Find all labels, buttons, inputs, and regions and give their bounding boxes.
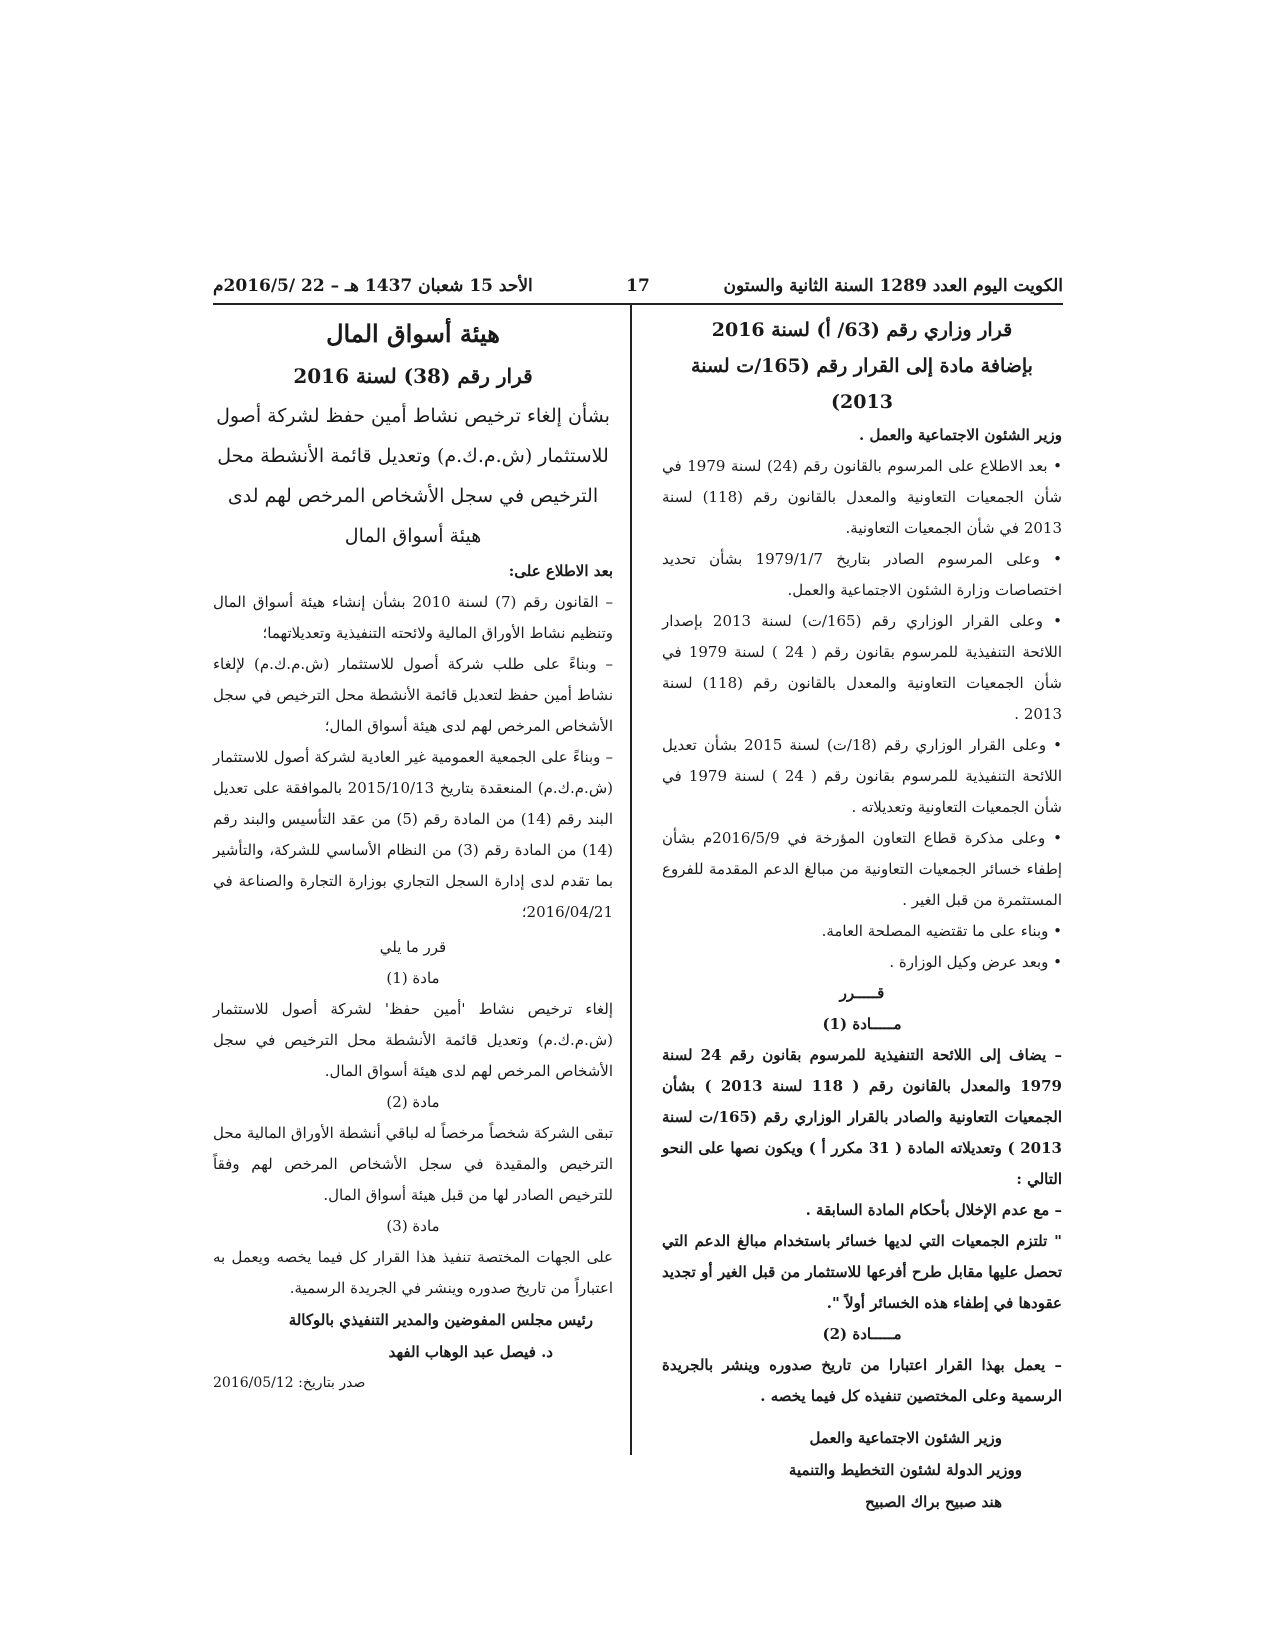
signatory-name: د. فيصل عبد الوهاب الفهد xyxy=(388,1343,553,1361)
article-1-heading: مادة (1) xyxy=(386,969,440,987)
signatory-title: رئيس مجلس المفوضين والمدير التنفيذي بالوكالة xyxy=(288,1311,593,1329)
preamble-item: • وعلى القرار الوزاري رقم (18/ت) لسنة 2015 بشأن تعديل اللائحة التنفيذية للمرسوم بقانون رقم ( 24 ) لسنة 1979 في شأن الجمعيات التعاونية وتعديلاته . xyxy=(662,736,1062,816)
preamble-item: • بعد الاطلاع على المرسوم بالقانون رقم (24) لسنة 1979 في شأن الجمعيات التعاونية والمعدل بالقانون رقم (118) لسنة 2013 في شأن الجمعيات التعاونية. xyxy=(662,457,1062,537)
recital-clause: – وبناءً على طلب شركة أصول للاستثمار (ش.م.ك.م) لإلغاء نشاط أمين حفظ لتعديل قائمة الأنشطة محل الترخيص في سجل الأشخاص المرخص لهم لدى هيئة أسواق المال؛ xyxy=(213,655,613,735)
preamble-item: • وعلى القرار الوزاري رقم (165/ت) لسنة 2013 بإصدار اللائحة التنفيذية للمرسوم بقانون رقم ( 24 ) لسنة 1979 في شأن الجمعيات التعاونية والمعدل بالقانون رقم (118) لسنة 2013 . xyxy=(662,612,1062,723)
article-1-subclause: – مع عدم الإخلال بأحكام المادة السابقة . xyxy=(805,1201,1062,1219)
article-2-text: – يعمل بهذا القرار اعتبارا من تاريخ صدوره وينشر بالجريدة الرسمية وعلى المختصين تنفيذه كل فيما يخصه . xyxy=(662,1356,1062,1405)
issue-date: صدر بتاريخ: 2016/05/12 xyxy=(213,1375,366,1391)
resolution-title: قرار رقم (38) لسنة 2016 xyxy=(293,364,533,388)
preamble-item: • وبناء على ما تقتضيه المصلحة العامة. xyxy=(821,922,1062,940)
article-2-heading: مـــــادة (2) xyxy=(822,1325,902,1343)
article-3-text: على الجهات المختصة تنفيذ هذا القرار كل فيما يخصه ويعمل به اعتباراً من تاريخ صدوره وينشر في الجريدة الرسمية. xyxy=(213,1248,613,1297)
header-rule xyxy=(213,303,1063,305)
signatory-title-2: ووزير الدولة لشئون التخطيط والتنمية xyxy=(788,1461,1022,1479)
gazette-issue: الكويت اليوم العدد 1289 السنة الثانية والستون xyxy=(723,276,1063,296)
article-3-heading: مادة (3) xyxy=(386,1217,440,1235)
decree-subtitle: بإضافة مادة إلى القرار رقم (165/ت لسنة 2013) xyxy=(691,355,1033,413)
authority-name: هيئة أسواق المال xyxy=(326,319,500,348)
decided-heading: قـــــرر xyxy=(839,984,885,1002)
article-1-heading: مـــــادة (1) xyxy=(822,1015,902,1033)
signatory-name: هند صبيح براك الصبيح xyxy=(865,1493,1002,1511)
preamble-item: • وعلى المرسوم الصادر بتاريخ 1979/1/7 بشأن تحديد اختصاصات وزارة الشئون الاجتماعية والعمل. xyxy=(662,550,1062,599)
article-1-quote: " تلتزم الجمعيات التي لديها خسائر باستخدام مبالغ الدعم التي تحصل عليها مقابل طرح أفرعها للاستثمار من قبل الغير أو تجديد عقودها في إطفاء هذه الخسائر أولاً ". xyxy=(662,1232,1062,1312)
preamble-item: • وعلى مذكرة قطاع التعاون المؤرخة في 2016/5/9م بشأن إطفاء خسائر الجمعيات التعاونية من مبالغ الدعم المقدمة للفروع المستثمرة من قبل الغير . xyxy=(662,829,1062,909)
article-2-heading: مادة (2) xyxy=(386,1093,440,1111)
page-number: 17 xyxy=(626,276,650,296)
column-divider xyxy=(630,305,632,1455)
header-date: الأحد 15 شعبان 1437 هـ – 22 /2016/5م xyxy=(213,276,533,296)
right-column xyxy=(662,312,1062,1518)
recital-clause: – وبناءً على الجمعية العمومية غير العادية لشركة أصول للاستثمار (ش.م.ك.م) المنعقدة بتاريخ 2015/10/13 بالموافقة على تعديل البند رقم (14) من المادة رقم (5) من عقد التأسيس والبند رقم (14) من المادة رقم (3) من النظام الأساسي للشركة، والتأشير بما تقدم لدى إدارة السجل التجاري بوزارة التجارة والصناعة في 2016/04/21؛ xyxy=(213,748,614,921)
after-review-heading: بعد الاطلاع على: xyxy=(508,562,613,580)
left-column xyxy=(213,312,613,1398)
signatory-title-1: وزير الشئون الاجتماعية والعمل xyxy=(809,1429,1002,1447)
decided-heading: قرر ما يلي xyxy=(379,938,447,956)
article-2-text: تبقى الشركة شخصاً مرخصاً له لباقي أنشطة الأوراق المالية محل الترخيص والمقيدة في سجل الأشخاص المرخص لهم وفقاً للترخيص الصادر لها من قبل هيئة أسواق المال. xyxy=(213,1124,613,1204)
page-header xyxy=(213,276,1063,304)
resolution-subject: بشأن إلغاء ترخيص نشاط أمين حفظ لشركة أصول للاستثمار (ش.م.ك.م) وتعديل قائمة الأنشطة محل الترخيص في سجل الأشخاص المرخص لهم لدى xyxy=(216,405,610,507)
recital-clause: – القانون رقم (7) لسنة 2010 بشأن إنشاء هيئة أسواق المال وتنظيم نشاط الأوراق المالية ولائحته التنفيذية وتعديلاتهما؛ xyxy=(213,593,613,642)
decree-title: قرار وزاري رقم (63/ أ) لسنة 2016 xyxy=(711,319,1013,341)
preamble-item: • وبعد عرض وكيل الوزارة . xyxy=(889,953,1062,971)
issuer: وزير الشئون الاجتماعية والعمل . xyxy=(859,426,1062,444)
resolution-subject-end: هيئة أسواق المال xyxy=(344,525,482,547)
article-1-text: إلغاء ترخيص نشاط 'أمين حفظ' لشركة أصول للاستثمار (ش.م.ك.م) وتعديل قائمة الأنشطة محل الترخيص في سجل الأشخاص المرخص لهم لدى هيئة أسواق المال. xyxy=(213,1000,613,1080)
article-1-text: – يضاف إلى اللائحة التنفيذية للمرسوم بقانون رقم 24 لسنة 1979 والمعدل بالقانون رقم ( 118 لسنة 2013 ) بشأن الجمعيات التعاونية والصادر بالقرار الوزاري رقم (165/ت لسنة 2013 ) وتعديلاته المادة ( 31 مكرر أ ) ويكون نصها على النحو التالي : xyxy=(662,1046,1062,1188)
